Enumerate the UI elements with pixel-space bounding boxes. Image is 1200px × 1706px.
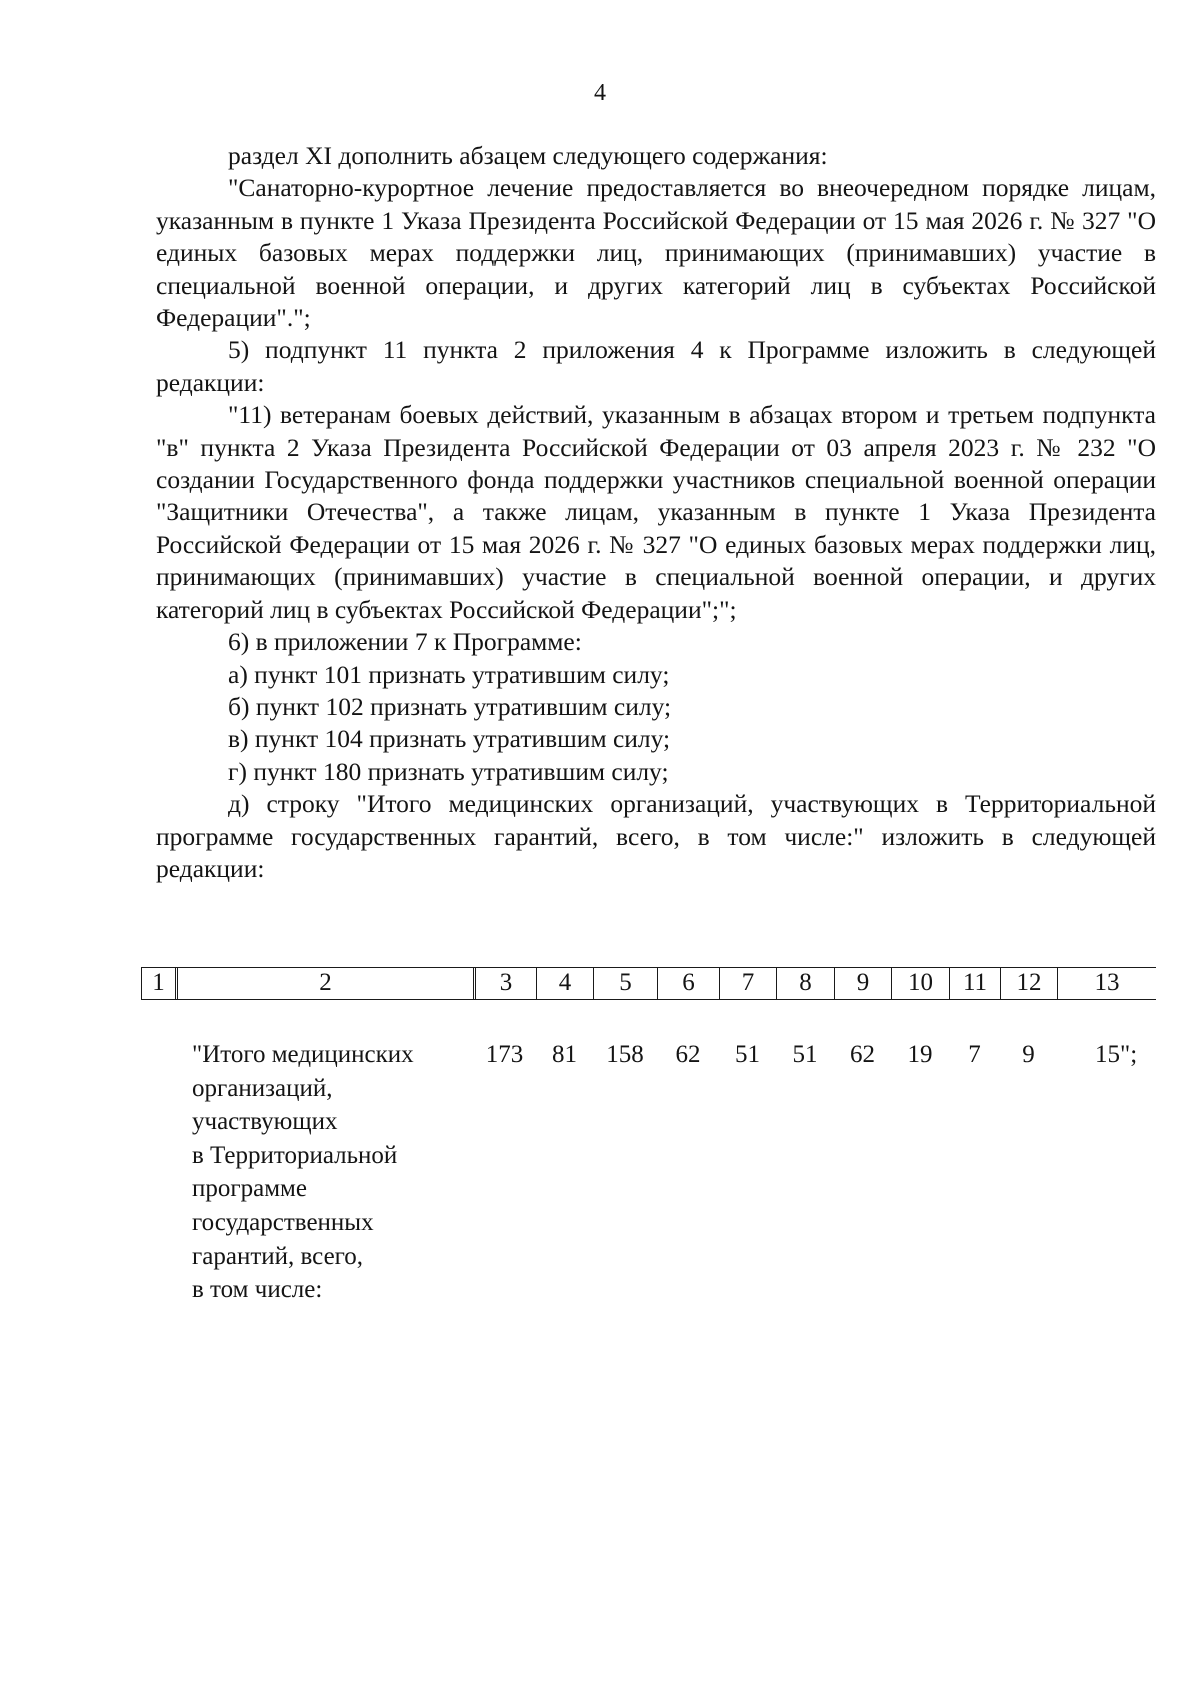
- table-cell: 62: [675, 1041, 701, 1068]
- paragraph: 5) подпункт 11 пункта 2 приложения 4 к Программе изложить в следующей редакции:: [156, 335, 1156, 397]
- table-header-cell: 11: [949, 968, 1000, 999]
- table-cell: 158: [606, 1041, 644, 1068]
- document-body: [156, 140, 1156, 885]
- table-header-cell: 8: [776, 968, 834, 999]
- paragraph: б) пункт 102 признать утратившим силу;: [228, 691, 672, 721]
- table-header-cell: 10: [891, 968, 949, 999]
- table-header-cell: 12: [1000, 968, 1057, 999]
- table-header-cell: 2: [175, 968, 473, 999]
- table-cell: 19: [907, 1041, 933, 1068]
- table-cell: 7: [968, 1041, 981, 1068]
- table-header-cell: 4: [536, 968, 593, 999]
- table-cell: 9: [1022, 1041, 1035, 1068]
- paragraph: "Санаторно-курортное лечение предоставляется во внеочередном порядке лицам, указанным в пункте 1 Указа Президента Российской Федерации от 15 мая 2026 г. № 327 "О единых базовых мерах поддержки лиц, принимающих (принимавших) участие в специальной военной операции, и других категорий лиц в субъектах Российской Федерации".";: [156, 173, 1156, 333]
- table-header-cell: 13: [1057, 968, 1156, 999]
- table-cell: 15";: [1095, 1041, 1138, 1068]
- table-header-cell: 3: [473, 968, 536, 999]
- paragraph: г) пункт 180 признать утратившим силу;: [228, 756, 669, 786]
- table-header-cell: 5: [593, 968, 657, 999]
- table-cell: 51: [792, 1041, 818, 1068]
- paragraph: 6) в приложении 7 к Программе:: [228, 627, 582, 657]
- paragraph: в) пункт 104 признать утратившим силу;: [228, 724, 671, 754]
- paragraph: "11) ветеранам боевых действий, указанным в абзацах втором и третьем подпункта "в" пункта 2 Указа Президента Российской Федерации от 03 апреля 2023 г. № 232 "О создании Государственного фонда поддержки участников специальной военной операции "Защитники Отечества", а также лицам, указанным в пункте 1 Указа Президента Российской Федерации от 15 мая 2026 г. № 327 "О единых базовых мерах поддержки лиц, принимающих (принимавших) участие в специальной военной операции, и других категорий лиц в субъектах Российской Федерации";";: [156, 400, 1156, 624]
- table-header-row: [141, 967, 1156, 1000]
- row-label: "Итого медицинских организаций, участвующих в Территориальной программе государственных гарантий, всего, в том числе:: [192, 1041, 414, 1304]
- page-number: 4: [594, 80, 606, 106]
- table-header-cell: 9: [834, 968, 891, 999]
- table-header-cell: 1: [141, 968, 175, 999]
- paragraph: раздел XI дополнить абзацем следующего содержания:: [228, 141, 828, 170]
- table-cell: 173: [485, 1041, 524, 1068]
- table-header-cell: 6: [657, 968, 719, 999]
- table-cell: 62: [850, 1041, 875, 1068]
- paragraph: а) пункт 101 признать утратившим силу;: [228, 659, 670, 689]
- table-header-cell: 7: [719, 968, 776, 999]
- table-cell: 51: [735, 1041, 760, 1068]
- paragraph: д) строку "Итого медицинских организаций, участвующих в Территориальной программе государственных гарантий, всего, в том числе:" изложить в следующей редакции:: [156, 789, 1156, 883]
- table-cell: 81: [552, 1041, 577, 1068]
- table-row: [141, 1038, 1156, 1307]
